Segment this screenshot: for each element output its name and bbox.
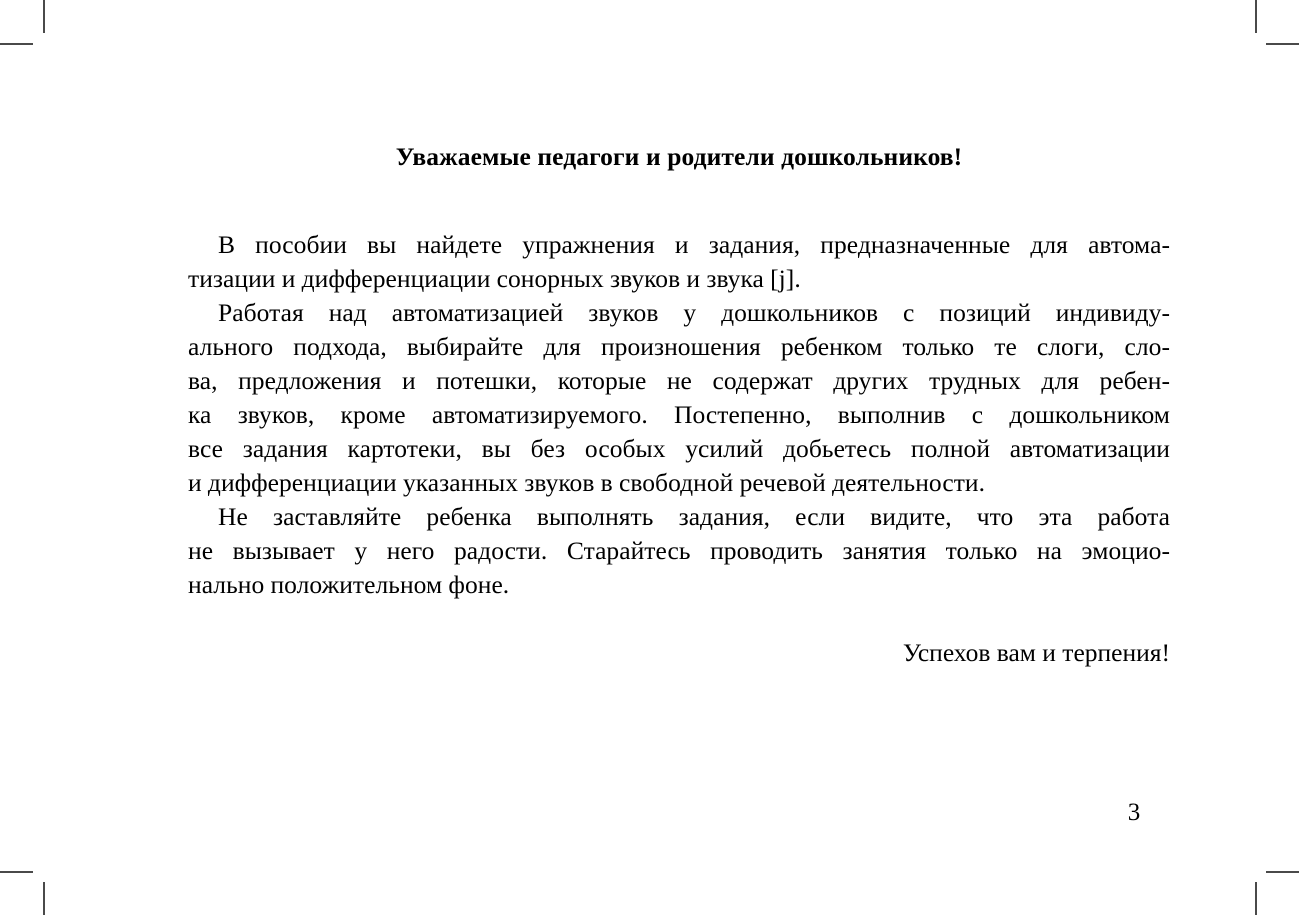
closing-line: Успехов вам и терпения! (902, 638, 1170, 667)
crop-mark-top-left-vertical (43, 0, 45, 33)
crop-mark-bottom-left-horizontal (0, 871, 33, 873)
paragraph-2-line-4: ка звуков, кроме автоматизируемого. Постепенно, выполнив с дошкольником (188, 400, 1170, 429)
text-block (188, 140, 1170, 670)
paragraph-2-line-5: все задания картотеки, вы без особых усилий добьетесь полной автоматизации (188, 434, 1170, 463)
paragraph-3 (188, 500, 1170, 602)
paragraph-3-line-1: Не заставляйте ребенка выполнять задания, если видите, что эта работа (218, 502, 1170, 531)
paragraph-1-line-2: тизации и дифференциации сонорных звуков и звука [j]. (188, 264, 801, 293)
paragraph-1-line-1: В пособии вы найдете упражнения и задания, предназначенные для автома- (218, 230, 1170, 259)
paragraph-1 (188, 228, 1170, 296)
paragraph-3-line-2: не вызывает у него радости. Старайтесь проводить занятия только на эмоцио- (188, 536, 1170, 565)
paragraph-3-line-3: нально положительном фоне. (188, 570, 510, 599)
paragraph-2-line-1: Работая над автоматизацией звуков у дошкольников с позиций индивиду- (218, 298, 1170, 327)
paragraph-2-line-2: ального подхода, выбирайте для произношения ребенком только те слоги, сло- (188, 332, 1170, 361)
crop-mark-bottom-right-horizontal (1266, 871, 1299, 873)
paragraph-2-line-3: ва, предложения и потешки, которые не содержат других трудных для ребен- (188, 366, 1170, 395)
paragraph-2-line-6: и дифференциации указанных звуков в свободной речевой деятельности. (188, 468, 986, 497)
crop-mark-bottom-right-vertical (1255, 882, 1257, 915)
paragraph-2 (188, 296, 1170, 500)
page-heading: Уважаемые педагоги и родители дошкольников! (395, 142, 963, 171)
crop-mark-bottom-left-vertical (43, 882, 45, 915)
crop-mark-top-right-horizontal (1266, 43, 1299, 45)
crop-mark-top-left-horizontal (0, 43, 33, 45)
crop-mark-top-right-vertical (1255, 0, 1257, 33)
page-number: 3 (1127, 799, 1141, 826)
